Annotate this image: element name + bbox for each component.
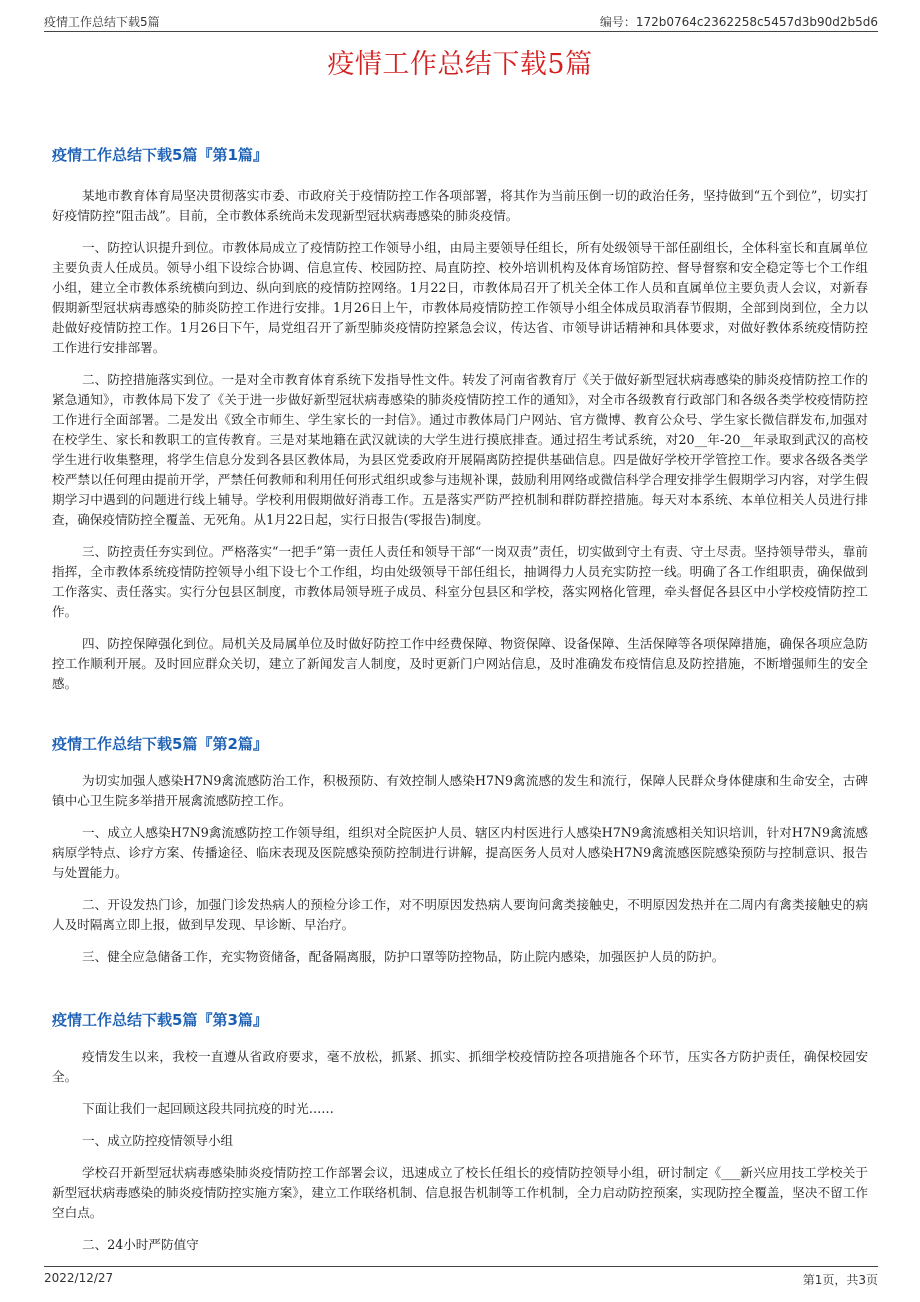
paragraph: 下面让我们一起回顾这段共同抗疫的时光…… bbox=[82, 1101, 334, 1116]
document-body bbox=[52, 144, 868, 1267]
document-title: 疫情工作总结下载5篇 bbox=[327, 49, 593, 80]
paragraph: 一、成立防控疫情领导小组 bbox=[82, 1133, 234, 1148]
paragraph: 四、防控保障强化到位。局机关及局属单位及时做好防控工作中经费保障、物资保障、设备保障、生活保障等各项保障措施，确保各项应急防控工作顺利开展。及时回应群众关切，建立了新闻发言人制度，及时更新门户网站信息，及时准确发布疫情信息及防控措施，不断增强师生的安全感。 bbox=[52, 636, 868, 691]
paragraph: 学校召开新型冠状病毒感染肺炎疫情防控工作部署会议，迅速成立了校长任组长的疫情防控领导小组，研讨制定《___新兴应用技工学校关于新型冠状病毒感染的肺炎疫情防控实施方案》，建立工作联络机制、信息报告机制等工作机制，全力启动防控预案，实现防控全覆盖，坚决不留工作空白点。 bbox=[52, 1165, 868, 1220]
footer-rule bbox=[44, 1266, 878, 1267]
footer-date: 2022/12/27 bbox=[44, 1271, 114, 1285]
paragraph: 二、防控措施落实到位。一是对全市教育体育系统下发指导性文件。转发了河南省教育厅《关于做好新型冠状病毒感染的肺炎疫情防控工作的紧急通知》，市教体局下发了《关于进一步做好新型冠状病毒感染的肺炎疫情防控工作的通知》，对全市各级教育行政部门和各级各类学校疫情防控工作进行全面部署。二是发出《致全市师生、学生家长的一封信》。通过市教体局门户网站、官方微博、教育公众号、学生家长微信群发布,加强对在校学生、家长和教职工的宣传教育。三是对某地籍在武汉就读的大学生进行摸底排查。通过招生考试系统，对20__年-20__年录取到武汉的高校学生进行收集整理，将学生信息分发到各县区教体局，为县区党委政府开展隔离防控提供基础信息。四是做好学校开学管控工作。要求各级各类学校严禁以任何理由提前开学，严禁任何教师和利用任何形式组织或参与违规补课，鼓励利用网络或微信科学合理安排学生假期学习内容，对学生假期学习中遇到的问题进行线上辅导。学校利用假期做好消毒工作。五是落实严防严控机制和群防群控措施。每天对本系统、本单位相关人员进行排查，确保疫情防控全覆盖、无死角。从1月22日起，实行日报告(零报告)制度。 bbox=[52, 372, 868, 527]
paragraph: 三、防控责任夯实到位。严格落实“一把手”第一责任人责任和领导干部“一岗双责”责任，切实做到守土有责、守土尽责。坚持领导带头，靠前指挥，全市教体系统疫情防控领导小组下设七个工作组，均由处级领导干部任组长，抽调得力人员充实防控一线。明确了各工作组职责，确保做到工作落实、责任落实。实行分包县区制度，市教体局领导班子成员、科室分包县区和学校，落实网格化管理，牵头督促各县区中小学校疫情防控工作。 bbox=[52, 544, 868, 619]
header-doc-number: 编号：172b0764c2362258c5457d3b90d2b5d6 bbox=[599, 15, 878, 29]
section-2-title: 疫情工作总结下载5篇『第2篇』 bbox=[52, 735, 268, 753]
paragraph: 二、24小时严防值守 bbox=[82, 1237, 199, 1252]
paragraph: 一、成立人感染H7N9禽流感防控工作领导组，组织对全院医护人员、辖区内村医进行人感染H7N9禽流感相关知识培训，针对H7N9禽流感病原学特点、诊疗方案、传播途径、临床表现及医院感染预防控制进行讲解，提高医务人员对人感染H7N9禽流感医院感染预防与控制意识、报告与处置能力。 bbox=[52, 825, 868, 880]
section-1-title: 疫情工作总结下载5篇『第1篇』 bbox=[52, 146, 268, 164]
page-header bbox=[44, 13, 878, 33]
header-doc-title: 疫情工作总结下载5篇 bbox=[44, 15, 160, 29]
paragraph: 为切实加强人感染H7N9禽流感防治工作，积极预防、有效控制人感染H7N9禽流感的发生和流行，保障人民群众身体健康和生命安全，古碑镇中心卫生院多举措开展禽流感防控工作。 bbox=[52, 773, 868, 808]
section-3-title: 疫情工作总结下载5篇『第3篇』 bbox=[52, 1011, 268, 1029]
paragraph: 二、开设发热门诊，加强门诊发热病人的预检分诊工作，对不明原因发热病人要询问禽类接触史，不明原因发热并在二周内有禽类接触史的病人及时隔离立即上报，做到早发现、早诊断、早治疗。 bbox=[52, 897, 868, 932]
paragraph: 疫情发生以来，我校一直遵从省政府要求，毫不放松，抓紧、抓实、抓细学校疫情防控各项措施各个环节，压实各方防护责任，确保校园安全。 bbox=[52, 1049, 868, 1084]
header-rule bbox=[44, 31, 878, 32]
page-footer bbox=[44, 1266, 878, 1286]
footer-page-number: 第1页，共3页 bbox=[802, 1273, 878, 1287]
paragraph: 三、健全应急储备工作，充实物资储备，配备隔离服，防护口罩等防控物品，防止院内感染，加强医护人员的防护。 bbox=[82, 949, 725, 964]
paragraph: 某地市教育体育局坚决贯彻落实市委、市政府关于疫情防控工作各项部署，将其作为当前压倒一切的政治任务，坚持做到“五个到位”，切实打好疫情防控“阻击战”。目前，全市教体系统尚未发现新型冠状病毒感染的肺炎疫情。 bbox=[52, 188, 868, 223]
paragraph: 一、防控认识提升到位。市教体局成立了疫情防控工作领导小组，由局主要领导任组长，所有处级领导干部任副组长，全体科室长和直属单位主要负责人任成员。领导小组下设综合协调、信息宣传、校园防控、局直防控、校外培训机构及体育场馆防控、督导督察和安全稳定等七个工作组小组，建立全市教体系统横向到边、纵向到底的疫情防控网络。1月22日，市教体局召开了机关全体工作人员和直属单位主要负责人会议，对新春假期新型冠状病毒感染的肺炎防控工作进行安排。1月26日上午，市教体局疫情防控工作领导小组全体成员取消春节假期，全部到岗到位，全力以赴做好疫情防控工作。1月26日下午，局党组召开了新型肺炎疫情防控紧急会议，传达省、市领导讲话精神和具体要求，对做好教体系统疫情防控工作进行安排部署。 bbox=[52, 240, 868, 355]
